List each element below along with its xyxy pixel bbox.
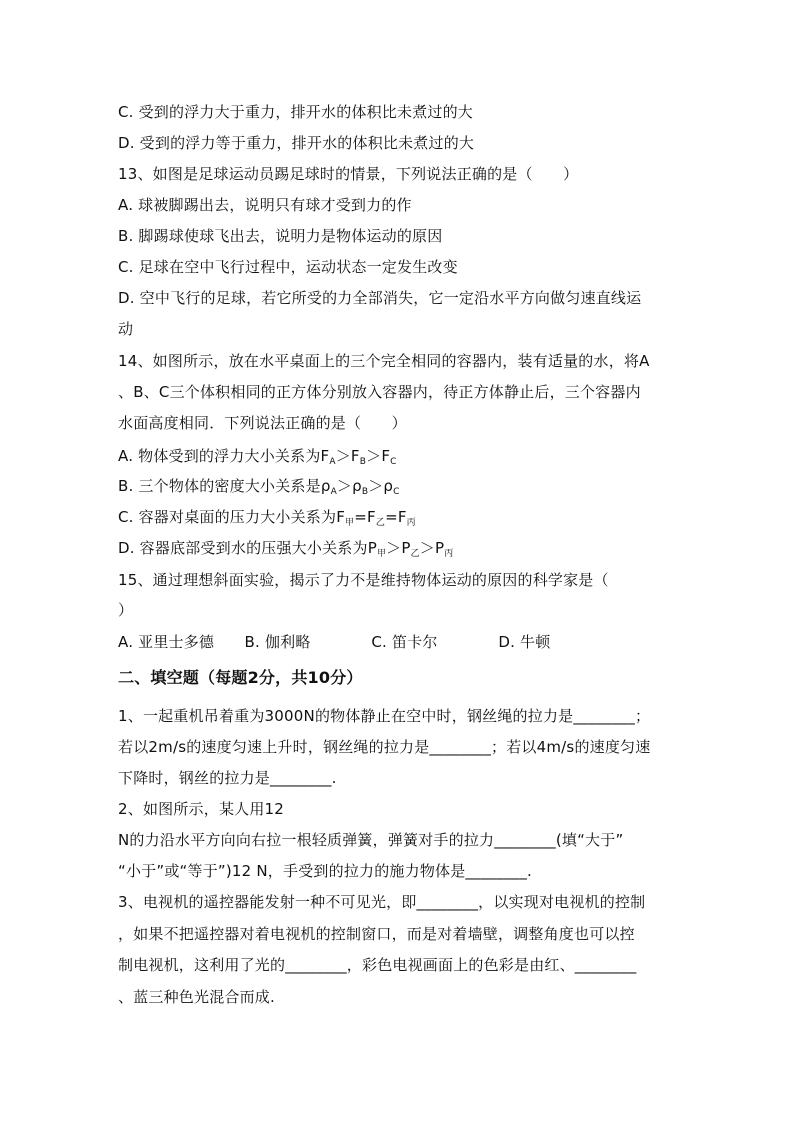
text-segment: 、蓝三种色光混合而成. <box>118 988 275 1006</box>
text-line <box>118 257 458 277</box>
text-segment: C. 容器对桌面的压力大小关系为F <box>118 508 346 526</box>
text-line <box>118 226 442 246</box>
text-segment: D. 容器底部受到水的压强大小关系为P <box>118 539 377 557</box>
text-line <box>118 768 337 788</box>
text-line <box>118 164 578 184</box>
subscript: 丙 <box>406 518 416 528</box>
text-segment: 制电视机，这利用了光的________，彩色电视画面上的色彩是由红、________ <box>118 956 637 974</box>
subscript: 丙 <box>444 549 454 559</box>
text-line <box>118 570 609 590</box>
text-line <box>118 600 133 620</box>
text-line <box>118 538 453 564</box>
text-segment: ＞F <box>335 447 360 465</box>
text-segment: C. 受到的浮力大于重力，排开水的体积比未煮过的大 <box>118 103 474 121</box>
text-line <box>118 861 532 881</box>
text-segment: A. 亚里士多德 B. 伽利略 C. 笛卡尔 D. 牛顿 <box>118 633 551 651</box>
text-segment: 2、如图所示，某人用12 <box>118 800 285 818</box>
text-line <box>118 133 474 153</box>
subscript: 乙 <box>410 549 420 559</box>
subscript: C <box>393 487 400 497</box>
text-segment: =F <box>354 508 376 526</box>
subscript: A <box>330 487 337 497</box>
section-heading <box>118 668 363 688</box>
text-segment: B. 三个物体的密度大小关系是ρ <box>118 477 331 495</box>
text-segment: A. 球被脚踢出去，说明只有球才受到力的作 <box>118 196 412 214</box>
text-segment: ＞P <box>386 539 411 557</box>
text-segment: 二、填空题（每题2分，共10分） <box>118 668 363 687</box>
text-segment: 15、通过理想斜面实验，揭示了力不是维持物体运动的原因的科学家是（ <box>118 571 609 589</box>
text-line <box>118 102 473 122</box>
text-line <box>118 955 636 975</box>
text-line <box>118 924 635 944</box>
text-line <box>118 507 416 533</box>
text-segment: =F <box>385 508 407 526</box>
text-line <box>118 632 550 652</box>
subscript: B <box>361 487 369 497</box>
text-segment: ，如果不把遥控器对着电视机的控制窗口，而是对着墙壁，调整角度也可以控 <box>118 925 635 943</box>
subscript: A <box>329 457 336 467</box>
text-segment: 水面高度相同．下列说法正确的是（ ） <box>118 414 407 432</box>
subscript: 乙 <box>375 518 386 528</box>
text-segment: 、B、C三个体积相同的正方体分别放入容器内，待正方体静止后，三个容器内 <box>118 383 641 401</box>
text-segment: C. 足球在空中飞行过程中，运动状态一定发生改变 <box>118 258 458 276</box>
text-segment: B. 脚踢球使球飞出去，说明力是物体运动的原因 <box>118 227 443 245</box>
text-line <box>118 382 641 402</box>
text-segment: 下降时，钢丝的拉力是________. <box>118 769 337 787</box>
text-line <box>118 288 641 308</box>
text-segment: 13、如图是足球运动员踢足球时的情景，下列说法正确的是（ ） <box>118 165 579 183</box>
text-segment: 3、电视机的遥控器能发射一种不可见光，即________，以实现对电视机的控制 <box>118 893 646 911</box>
text-line <box>118 830 623 850</box>
text-line <box>118 413 407 433</box>
text-line <box>118 446 397 472</box>
text-segment: ） <box>118 601 134 619</box>
text-line <box>118 799 284 819</box>
text-segment: “小于”或“等于”)12 N，手受到的拉力的施力物体是________. <box>118 862 532 880</box>
text-segment: ＞ρ <box>336 477 362 495</box>
text-segment: D. 受到的浮力等于重力，排开水的体积比未煮过的大 <box>118 134 475 152</box>
text-line <box>118 319 133 339</box>
text-segment: 1、一起重机吊着重为3000N的物体静止在空中时，钢丝绳的拉力是________； <box>118 707 651 725</box>
text-segment: ＞ρ <box>368 477 394 495</box>
text-segment: ＞F <box>366 447 391 465</box>
subscript: B <box>359 457 367 467</box>
text-line <box>118 351 650 371</box>
text-line <box>118 476 400 502</box>
text-line <box>118 987 275 1007</box>
text-segment: ＞P <box>419 539 445 557</box>
text-line <box>118 706 650 726</box>
text-segment: 动 <box>118 320 134 338</box>
text-segment: 14、如图所示，放在水平桌面上的三个完全相同的容器内，装有适量的水，将A <box>118 352 650 370</box>
subscript: C <box>390 457 397 467</box>
subscript: 甲 <box>376 549 387 559</box>
text-segment: 若以2m/s的速度匀速上升时，钢丝绳的拉力是________；若以4m/s的速度匀速 <box>118 738 651 756</box>
text-line <box>118 195 412 215</box>
text-line <box>118 737 650 757</box>
text-segment: N的力沿水平方向向右拉一根轻质弹簧，弹簧对手的拉力________(填“大于” <box>118 831 624 849</box>
subscript: 甲 <box>345 518 355 528</box>
text-line <box>118 892 645 912</box>
text-segment: D. 空中飞行的足球，若它所受的力全部消失，它一定沿水平方向做匀速直线运 <box>118 289 642 307</box>
text-segment: A. 物体受到的浮力大小关系为F <box>118 447 330 465</box>
